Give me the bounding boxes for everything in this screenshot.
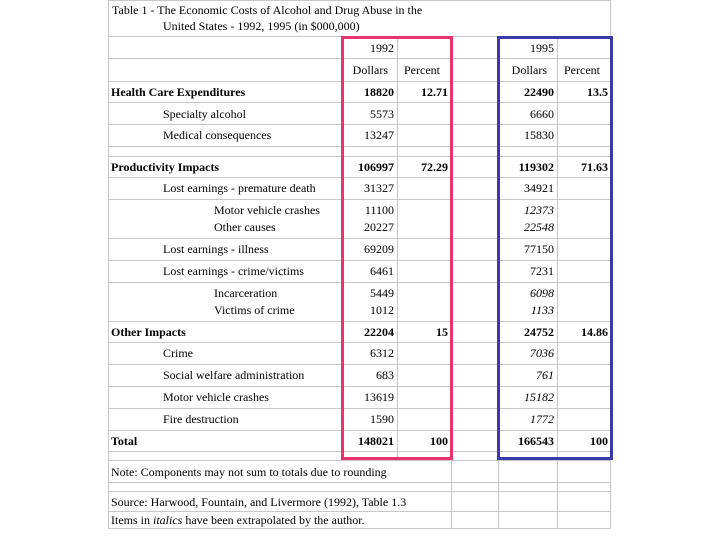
dollars-1992-cell: 31327 bbox=[364, 181, 394, 195]
dollars-1992-cell: 11100 bbox=[364, 203, 394, 217]
grid-line bbox=[108, 482, 611, 483]
dollars-1995-cell: 15830 bbox=[524, 128, 554, 142]
dollars-1995-cell: 24752 bbox=[524, 325, 554, 339]
dollars-1995-cell: 1772 bbox=[530, 412, 554, 426]
table-title-line-1: Table 1 - The Economic Costs of Alcohol and Drug Abuse in the bbox=[112, 3, 423, 17]
dollars-1992-cell: 106997 bbox=[358, 160, 394, 174]
grid-line bbox=[108, 0, 109, 528]
dollars-1995-cell: 761 bbox=[536, 368, 554, 382]
rounding-note: Note: Components may not sum to totals due to rounding bbox=[111, 465, 387, 479]
dollars-1992-cell: 1590 bbox=[370, 412, 394, 426]
highlight-box-1992 bbox=[341, 36, 453, 460]
dollars-1995-cell: 6098 bbox=[530, 286, 554, 300]
italics-note-prefix: Items in bbox=[111, 513, 150, 527]
row-label: Other causes bbox=[214, 220, 276, 234]
dollars-1992-cell: 683 bbox=[376, 368, 394, 382]
dollars-1992-cell: 6312 bbox=[370, 346, 394, 360]
grid-line bbox=[108, 511, 611, 512]
percent-1992-cell: 12.71 bbox=[421, 85, 448, 99]
percent-1995-cell: 71.63 bbox=[581, 160, 608, 174]
row-label: Productivity Impacts bbox=[111, 160, 220, 174]
row-label: Specialty alcohol bbox=[163, 107, 246, 121]
dollars-1995-cell: 22548 bbox=[524, 220, 554, 234]
column-header-percent-1995: Percent bbox=[564, 63, 600, 77]
dollars-1992-cell: 5573 bbox=[370, 107, 394, 121]
column-header-dollars-1995: Dollars bbox=[511, 63, 547, 77]
row-label: Crime bbox=[163, 346, 193, 360]
dollars-1995-cell: 15182 bbox=[524, 390, 554, 404]
row-label: Health Care Expenditures bbox=[111, 85, 246, 99]
table-title-line-2: United States - 1992, 1995 (in $000,000) bbox=[163, 19, 360, 33]
year-header-1992: 1992 bbox=[370, 41, 394, 55]
italics-note-word: italics bbox=[153, 513, 183, 527]
dollars-1992-cell: 13247 bbox=[364, 128, 394, 142]
dollars-1995-cell: 166543 bbox=[518, 434, 554, 448]
dollars-1995-cell: 119302 bbox=[518, 160, 554, 174]
row-label: Medical consequences bbox=[163, 128, 272, 142]
dollars-1995-cell: 22490 bbox=[524, 85, 554, 99]
italics-note bbox=[111, 513, 365, 527]
percent-1992-cell: 100 bbox=[430, 434, 448, 448]
dollars-1995-cell: 6660 bbox=[530, 107, 554, 121]
percent-1992-cell: 15 bbox=[436, 325, 448, 339]
dollars-1992-cell: 18820 bbox=[364, 85, 394, 99]
column-header-percent-1992: Percent bbox=[404, 63, 440, 77]
dollars-1992-cell: 13619 bbox=[364, 390, 394, 404]
dollars-1992-cell: 148021 bbox=[358, 434, 394, 448]
row-label: Motor vehicle crashes bbox=[163, 390, 269, 404]
dollars-1992-cell: 6461 bbox=[370, 264, 394, 278]
percent-1995-cell: 13.5 bbox=[587, 85, 608, 99]
source-note: Source: Harwood, Fountain, and Livermore (1992), Table 1.3 bbox=[111, 495, 407, 509]
row-label: Victims of crime bbox=[214, 303, 295, 317]
row-label: Lost earnings - illness bbox=[163, 242, 269, 256]
dollars-1992-cell: 1012 bbox=[370, 303, 394, 317]
dollars-1992-cell: 5449 bbox=[370, 286, 394, 300]
percent-1995-cell: 100 bbox=[590, 434, 608, 448]
row-label: Incarceration bbox=[214, 286, 278, 300]
italics-note-suffix: have been extrapolated by the author. bbox=[185, 513, 365, 527]
dollars-1995-cell: 7231 bbox=[530, 264, 554, 278]
column-header-dollars-1992: Dollars bbox=[352, 63, 388, 77]
highlight-box-1995 bbox=[497, 36, 613, 460]
year-header-1995: 1995 bbox=[530, 41, 554, 55]
dollars-1992-cell: 20227 bbox=[364, 220, 394, 234]
dollars-1992-cell: 22204 bbox=[364, 325, 394, 339]
dollars-1995-cell: 77150 bbox=[524, 242, 554, 256]
row-label: Lost earnings - crime/victims bbox=[163, 264, 304, 278]
row-label: Lost earnings - premature death bbox=[163, 181, 316, 195]
dollars-1992-cell: 69209 bbox=[364, 242, 394, 256]
dollars-1995-cell: 1133 bbox=[530, 303, 554, 317]
grid-line bbox=[108, 491, 611, 492]
percent-1995-cell: 14.86 bbox=[581, 325, 608, 339]
row-label: Total bbox=[111, 434, 138, 448]
dollars-1995-cell: 7036 bbox=[530, 346, 554, 360]
grid-line bbox=[108, 0, 611, 1]
grid-line bbox=[108, 528, 611, 529]
dollars-1995-cell: 12373 bbox=[524, 203, 554, 217]
row-label: Fire destruction bbox=[163, 412, 239, 426]
row-label: Social welfare administration bbox=[163, 368, 305, 382]
dollars-1995-cell: 34921 bbox=[524, 181, 554, 195]
percent-1992-cell: 72.29 bbox=[421, 160, 448, 174]
grid-line bbox=[108, 460, 611, 461]
row-label: Other Impacts bbox=[111, 325, 186, 339]
row-label: Motor vehicle crashes bbox=[214, 203, 320, 217]
